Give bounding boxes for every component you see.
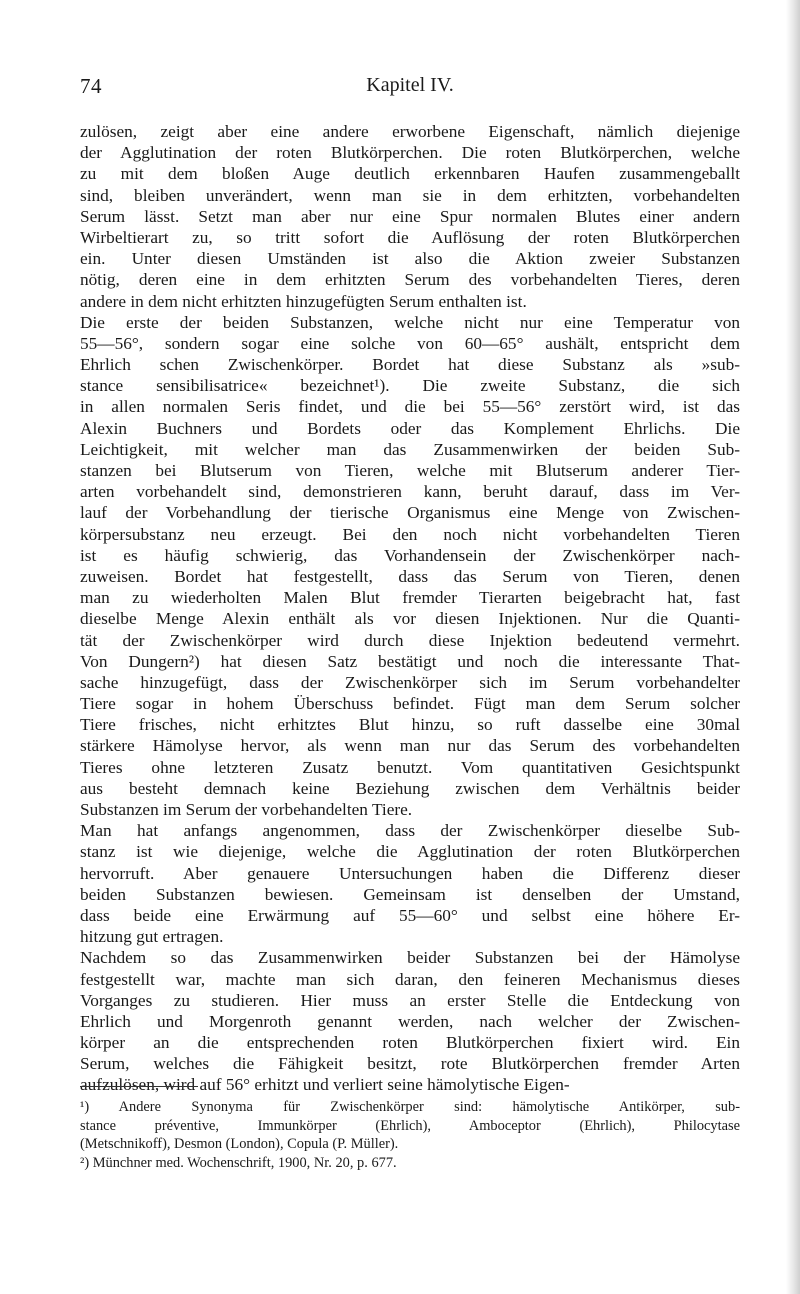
text-line: Tiere sogar in hohem Überschuss befindet. Fügt man dem Serum solcher <box>80 694 740 714</box>
text-line: 55—56°, sondern sogar eine solche von 60—65° aushält, entspricht dem <box>80 333 740 353</box>
footnote-line: (Metschnikoff), Desmon (London), Copula (P. Müller). <box>80 1136 399 1152</box>
text-line: körpersubstanz neu erzeugt. Bei den noch nicht vorbehandelten Tieren <box>80 524 740 544</box>
text-line: zu mit dem bloßen Auge deutlich erkennbaren Haufen zusammengeballt <box>80 164 740 184</box>
body-text <box>80 121 740 1096</box>
page-number: 74 <box>80 74 102 98</box>
footnote-line: stance préventive, Immunkörper (Ehrlich), Amboceptor (Ehrlich), Philocytase <box>80 1117 740 1134</box>
text-line: hervorruft. Aber genauere Untersuchungen haben die Differenz dieser <box>80 863 740 883</box>
text-line: stanz ist wie diejenige, welche die Agglutination der roten Blutkörperchen <box>80 842 740 862</box>
footnote-divider <box>80 1086 198 1087</box>
running-head: Kapitel IV. <box>366 74 454 96</box>
text-line: ist es häufig schwierig, das Vorhandensein der Zwischenkörper nach- <box>80 545 740 565</box>
footnote-line: ¹) Andere Synonyma für Zwischenkörper sind: hämolytische Antikörper, sub- <box>80 1099 740 1115</box>
text-line: andere in dem nicht erhitzten hinzugefügten Serum enthalten ist. <box>80 291 527 311</box>
text-line: stance sensibilisatrice« bezeichnet¹). Die zweite Substanz, die sich <box>80 376 740 396</box>
text-line: tät der Zwischenkörper wird durch diese Injektion bedeutend vermehrt. <box>80 630 740 650</box>
text-line: Ehrlich schen Zwischenkörper. Bordet hat diese Substanz als »sub- <box>80 355 740 375</box>
text-line: Von Dungern²) hat diesen Satz bestätigt und noch die interessante That- <box>80 651 740 671</box>
text-line: Ehrlich und Morgenroth genannt werden, nach welcher der Zwischen- <box>80 1011 740 1031</box>
text-line: Tieres ohne letzteren Zusatz benutzt. Vom quantitativen Gesichtspunkt <box>80 757 740 777</box>
text-line: aus besteht demnach keine Beziehung zwischen dem Verhältnis beider <box>80 778 740 798</box>
text-line: hitzung gut ertragen. <box>80 927 224 947</box>
text-line: arten vorbehandelt sind, demonstrieren kann, beruht darauf, dass im Ver- <box>80 482 740 502</box>
text-line: lauf der Vorbehandlung der tierische Organismus eine Menge von Zwischen- <box>80 503 740 523</box>
text-line: der Agglutination der roten Blutkörperchen. Die roten Blutkörperchen, welche <box>80 143 740 163</box>
text-line: sache hinzugefügt, dass der Zwischenkörper sich im Serum vorbehandelter <box>80 672 740 692</box>
text-line: nötig, deren eine in dem erhitzten Serum des vorbehandelten Tieres, deren <box>80 270 740 290</box>
text-line: Die erste der beiden Substanzen, welche nicht nur eine Temperatur von <box>80 312 740 332</box>
text-line: man zu wiederholten Malen Blut fremder Tierarten beigebracht hat, fast <box>80 588 740 608</box>
text-line: Tiere frisches, nicht erhitztes Blut hinzu, so ruft dasselbe eine 30mal <box>80 715 740 735</box>
text-line: Alexin Buchners und Bordets oder das Komplement Ehrlichs. Die <box>80 418 740 438</box>
text-line: Wirbeltierart zu, so tritt sofort die Auflösung der roten Blutkörperchen <box>80 227 740 247</box>
text-line: in allen normalen Seris findet, und die bei 55—56° zerstört wird, ist das <box>80 397 740 417</box>
text-line: Serum, welches die Fähigkeit besitzt, rote Blutkörperchen fremder Arten <box>80 1054 740 1074</box>
text-line: Leichtigkeit, mit welcher man das Zusammenwirken der beiden Sub- <box>80 439 740 459</box>
text-line: Nachdem so das Zusammenwirken beider Substanzen bei der Hämolyse <box>80 948 740 968</box>
text-line: zulösen, zeigt aber eine andere erworbene Eigenschaft, nämlich diejenige <box>80 122 740 141</box>
text-line: ein. Unter diesen Umständen ist also die Aktion zweier Substanzen <box>80 249 740 269</box>
text-line: Man hat anfangs angenommen, dass der Zwischenkörper dieselbe Sub- <box>80 821 740 841</box>
footnotes <box>80 1098 740 1172</box>
text-line: aufzulösen, wird auf 56° erhitzt und verliert seine hämolytische Eigen- <box>80 1075 570 1095</box>
text-line: stärkere Hämolyse hervor, als wenn man nur das Serum des vorbehandelten <box>80 736 740 756</box>
text-line: körper an die entsprechenden roten Blutkörperchen fixiert wird. Ein <box>80 1033 740 1053</box>
text-line: Vorganges zu studieren. Hier muss an erster Stelle die Entdeckung von <box>80 990 740 1010</box>
text-line: festgestellt war, machte man sich daran, den feineren Mechanismus dieses <box>80 969 740 989</box>
footnote-line: ²) Münchner med. Wochenschrift, 1900, Nr. 20, p. 677. <box>80 1154 397 1171</box>
page-header <box>80 74 740 98</box>
text-line: Substanzen im Serum der vorbehandelten Tiere. <box>80 800 413 819</box>
text-line: beiden Substanzen bewiesen. Gemeinsam ist denselben der Umstand, <box>80 884 740 904</box>
text-line: Serum lässt. Setzt man aber nur eine Spur normalen Blutes einer andern <box>80 206 740 226</box>
text-line: sind, bleiben unverändert, wenn man sie in dem erhitzten, vorbehandelten <box>80 185 740 205</box>
text-line: stanzen bei Blutserum von Tieren, welche mit Blutserum anderer Tier- <box>80 461 740 480</box>
text-line: dieselbe Menge Alexin enthält als vor diesen Injektionen. Nur die Quanti- <box>80 609 740 629</box>
text-line: dass beide eine Erwärmung auf 55—60° und selbst eine höhere Er- <box>80 905 740 925</box>
page-edge-shadow <box>786 0 800 1294</box>
text-line: zuweisen. Bordet hat festgestellt, dass das Serum von Tieren, denen <box>80 566 740 586</box>
